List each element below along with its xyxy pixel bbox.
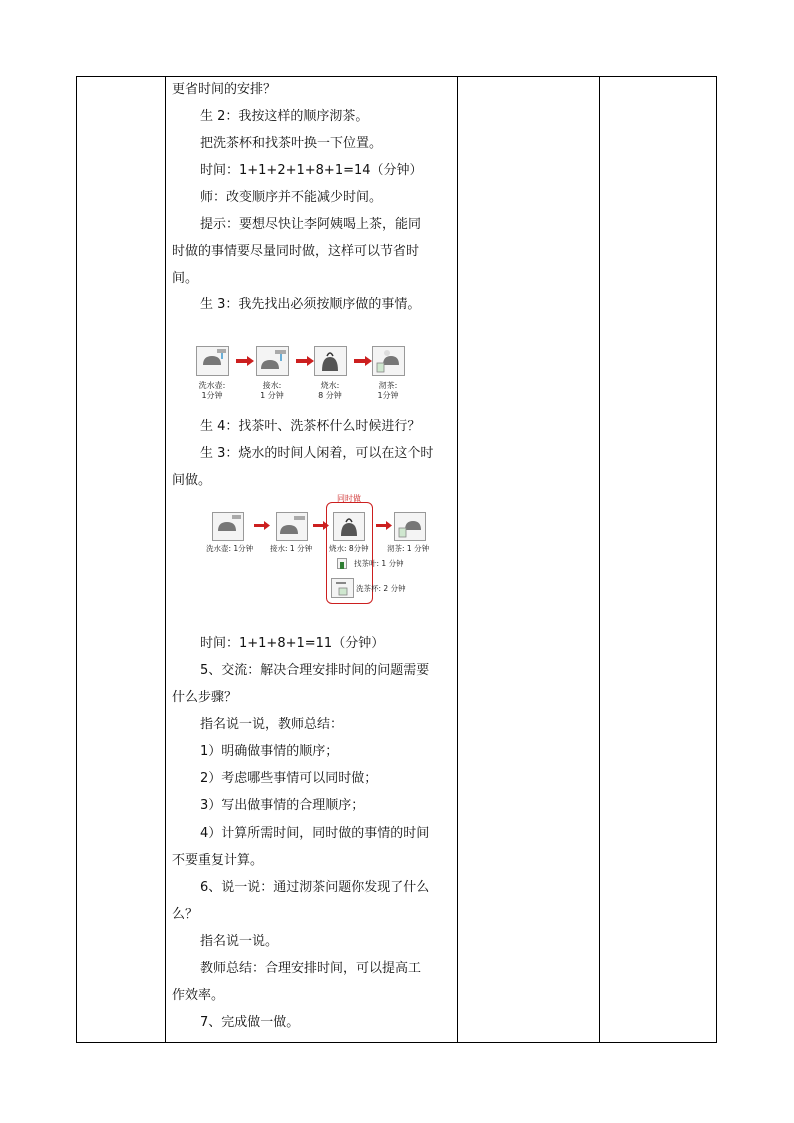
faucet-fill-icon [276,512,308,541]
text-line: 间做。 [172,473,212,488]
text-line: 间。 [172,271,199,286]
column-divider [165,77,166,1042]
step-caption: 沏茶: 1分钟 [377,381,399,400]
faucet-fill-icon [256,346,289,376]
arrow-right-icon [354,356,372,366]
text-line: 6、说一说：通过沏茶问题你发现了什么 [200,880,430,895]
kettle-boil-icon [333,512,365,541]
step-caption: 接水: 1 分钟 [270,544,313,553]
text-line: 指名说一说。 [200,934,279,949]
tea-pour-icon [394,512,426,541]
parallel-diagram [206,494,430,606]
step-caption: 洗水壶: 1分钟 [206,544,254,553]
kettle-wash-icon [196,346,229,376]
text-line: 7、完成做一做。 [200,1015,300,1030]
step-caption: 烧水: 8 分钟 [318,381,342,400]
step-caption: 烧水: 8分钟 [329,544,369,553]
tea-leaves-icon [337,558,347,569]
text-line: 更省时间的安排？ [172,82,277,97]
side-task-caption: 洗茶杯: 2 分钟 [356,584,406,593]
kettle-boil-icon [314,346,347,376]
wash-cup-icon [331,578,354,598]
text-line: 教师总结：合理安排时间，可以提高工 [200,961,422,976]
text-line: 提示：要想尽快让李阿姨喝上茶，能同 [200,217,422,232]
simultaneous-label: 同时做 [337,494,361,503]
text-line: 什么步骤？ [172,690,238,705]
text-line: 指名说一说，教师总结： [200,717,344,732]
step-caption: 接水: 1 分钟 [260,381,284,400]
side-task-caption: 找茶叶: 1 分钟 [354,559,404,568]
text-line: 时做的事情要尽量同时做，这样可以节省时 [172,244,420,259]
text-line: 师：改变顺序并不能减少时间。 [200,190,383,205]
arrow-right-icon [296,356,314,366]
step-caption: 洗水壶: 1分钟 [198,381,226,400]
text-line: 把洗茶杯和找茶叶换一下位置。 [200,136,383,151]
text-line: 不要重复计算。 [172,853,264,868]
arrow-right-icon [254,521,270,530]
text-line: 生 2：我按这样的顺序沏茶。 [200,109,369,124]
kettle-wash-icon [212,512,244,541]
text-line: 生 4：找茶叶、洗茶杯什么时候进行？ [200,419,421,434]
text-line: 时间：1+1+8+1=11（分钟） [200,636,385,651]
sequence-diagram [196,344,406,406]
text-line: 4）计算所需时间，同时做的事情的时间 [200,826,430,841]
text-line: 么？ [172,907,199,922]
text-line: 1）明确做事情的顺序； [200,744,339,759]
text-line: 生 3：烧水的时间人闲着，可以在这个时 [200,446,434,461]
tea-pour-icon [372,346,405,376]
column-divider [599,77,600,1042]
step-caption: 沏茶: 1 分钟 [387,544,430,553]
text-line: 时间：1+1+2+1+8+1=14（分钟） [200,163,423,178]
text-line: 作效率。 [172,988,225,1003]
arrow-right-icon [376,521,392,530]
arrow-right-icon [236,356,254,366]
text-line: 2）考虑哪些事情可以同时做； [200,771,378,786]
text-line: 5、交流：解决合理安排时间的问题需要 [200,663,430,678]
text-line: 3）写出做事情的合理顺序； [200,798,365,813]
text-line: 生 3：我先找出必须按顺序做的事情。 [200,297,421,312]
